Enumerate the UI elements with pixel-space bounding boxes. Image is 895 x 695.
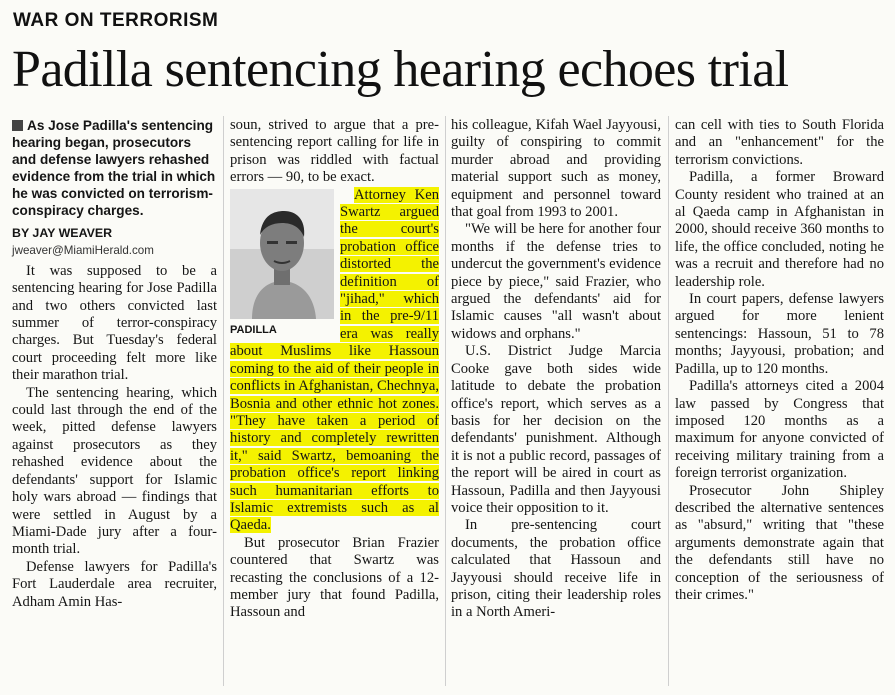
paragraph: The sentencing hearing, which could last through the end of the week, pitted defense lawyers against prosecutors as they rehashed evidence about the defendants' support for Islamic holy wars abroad — findings that were settled in August by a Miami-Dade jury after a four-month trial.: [12, 384, 217, 558]
byline: BY JAY WEAVER: [12, 226, 113, 240]
author-email: jweaver@MiamiHerald.com: [12, 244, 154, 258]
bullet-square-icon: [12, 120, 23, 131]
paragraph: Defense lawyers for Padilla's Fort Lauderdale area recruiter, Adham Amin Has-: [12, 558, 217, 610]
column-rule: [223, 116, 224, 686]
headline: Padilla sentencing hearing echoes trial: [12, 41, 789, 98]
column-4: [675, 117, 884, 604]
column-rule: [668, 116, 669, 686]
paragraph: It was supposed to be a sentencing hearing for Jose Padilla and two others convicted last summer of terror-conspiracy charges. But Tuesday's federal court proceeding felt more like their marathon trial.: [12, 262, 217, 384]
paragraph: But prosecutor Brian Frazier countered that Swartz was recasting the conclusions of a 12-member jury that found Padilla, Hassoun and: [230, 534, 439, 621]
paragraph: can cell with ties to South Florida and an "enhancement" for the terrorism convictions.: [675, 117, 884, 168]
paragraph: U.S. District Judge Marcia Cooke gave both sides wide latitude to debate the probation office's report, which serves as a basis for her decision on the defendants' punishment. Although it is not a public record, passages of the report will be aired in court as Hassoun, Padilla and then Jayyousi voice their opposition to it.: [451, 343, 661, 516]
section-kicker: WAR ON TERRORISM: [13, 10, 219, 31]
highlight: Attorney Ken Swartz argued the court's probation office distorted the definition of "jihad," which in the pre-9/11 era was really about Muslims like Hassoun coming to the aid of their people in conflicts in Afghanistan, Chechnya, Bosnia and other ethnic hot zones. "They have taken a period of history and completely rewritten it," said Swartz, bemoaning the probation office's report linking such humanitarian efforts to Islamic extremists such as al Qaeda.: [230, 186, 439, 534]
paragraph: In court papers, defense lawyers argued for more lenient sentencings: Hassoun, 51 to 78 months; Jayyousi, probation; and Padilla, up to 120 months.: [675, 291, 884, 377]
column-3: [451, 117, 661, 622]
column-2: [230, 117, 439, 622]
paragraph: In pre-sentencing court documents, the probation office calculated that Hassoun and Jayyousi should receive life in prison, citing their leadership roles in a North Ameri-: [451, 517, 661, 621]
paragraph: soun, strived to argue that a pre-sentencing report calling for life in prison was riddled with factual errors — 90, to be exact.: [230, 117, 439, 186]
paragraph: "We will be here for another four months if the defense tries to undercut the government's evidence piece by piece," said Frazier, who argued the defendants' aid for Islamic causes "all wasn't about widows and orphans.": [451, 221, 661, 342]
article-summary: [12, 117, 217, 219]
paragraph: Padilla, a former Broward County resident who trained at an al Qaeda camp in Afghanistan in 2000, should receive 360 months to life, the office concluded, noting he was a recruit and therefore had no leadership role.: [675, 169, 884, 290]
paragraph: Prosecutor John Shipley described the alternative sentences as "absurd," writing that "these arguments demonstrate again that the defendants still have no conception of the seriousness of their crimes.": [675, 482, 884, 603]
paragraph: Padilla's attorneys cited a 2004 law passed by Congress that imposed 120 months as a maximum for anyone convicted of receiving military training from a foreign terrorist organization.: [675, 378, 884, 482]
padilla-photo: [230, 189, 334, 319]
paragraph: his colleague, Kifah Wael Jayyousi, guilty of conspiring to commit murder abroad and providing material support such as money, equipment and personnel toward that goal from 1993 to 2001.: [451, 117, 661, 221]
column-rule: [445, 116, 446, 686]
summary-text: As Jose Padilla's sentencing hearing began, prosecutors and defense lawyers rehashed evidence from the trial in which he was convicted on terrorism-conspiracy charges.: [12, 118, 216, 218]
photo-block: [230, 189, 334, 339]
photo-caption: PADILLA: [230, 323, 277, 336]
column-1: [12, 117, 217, 611]
